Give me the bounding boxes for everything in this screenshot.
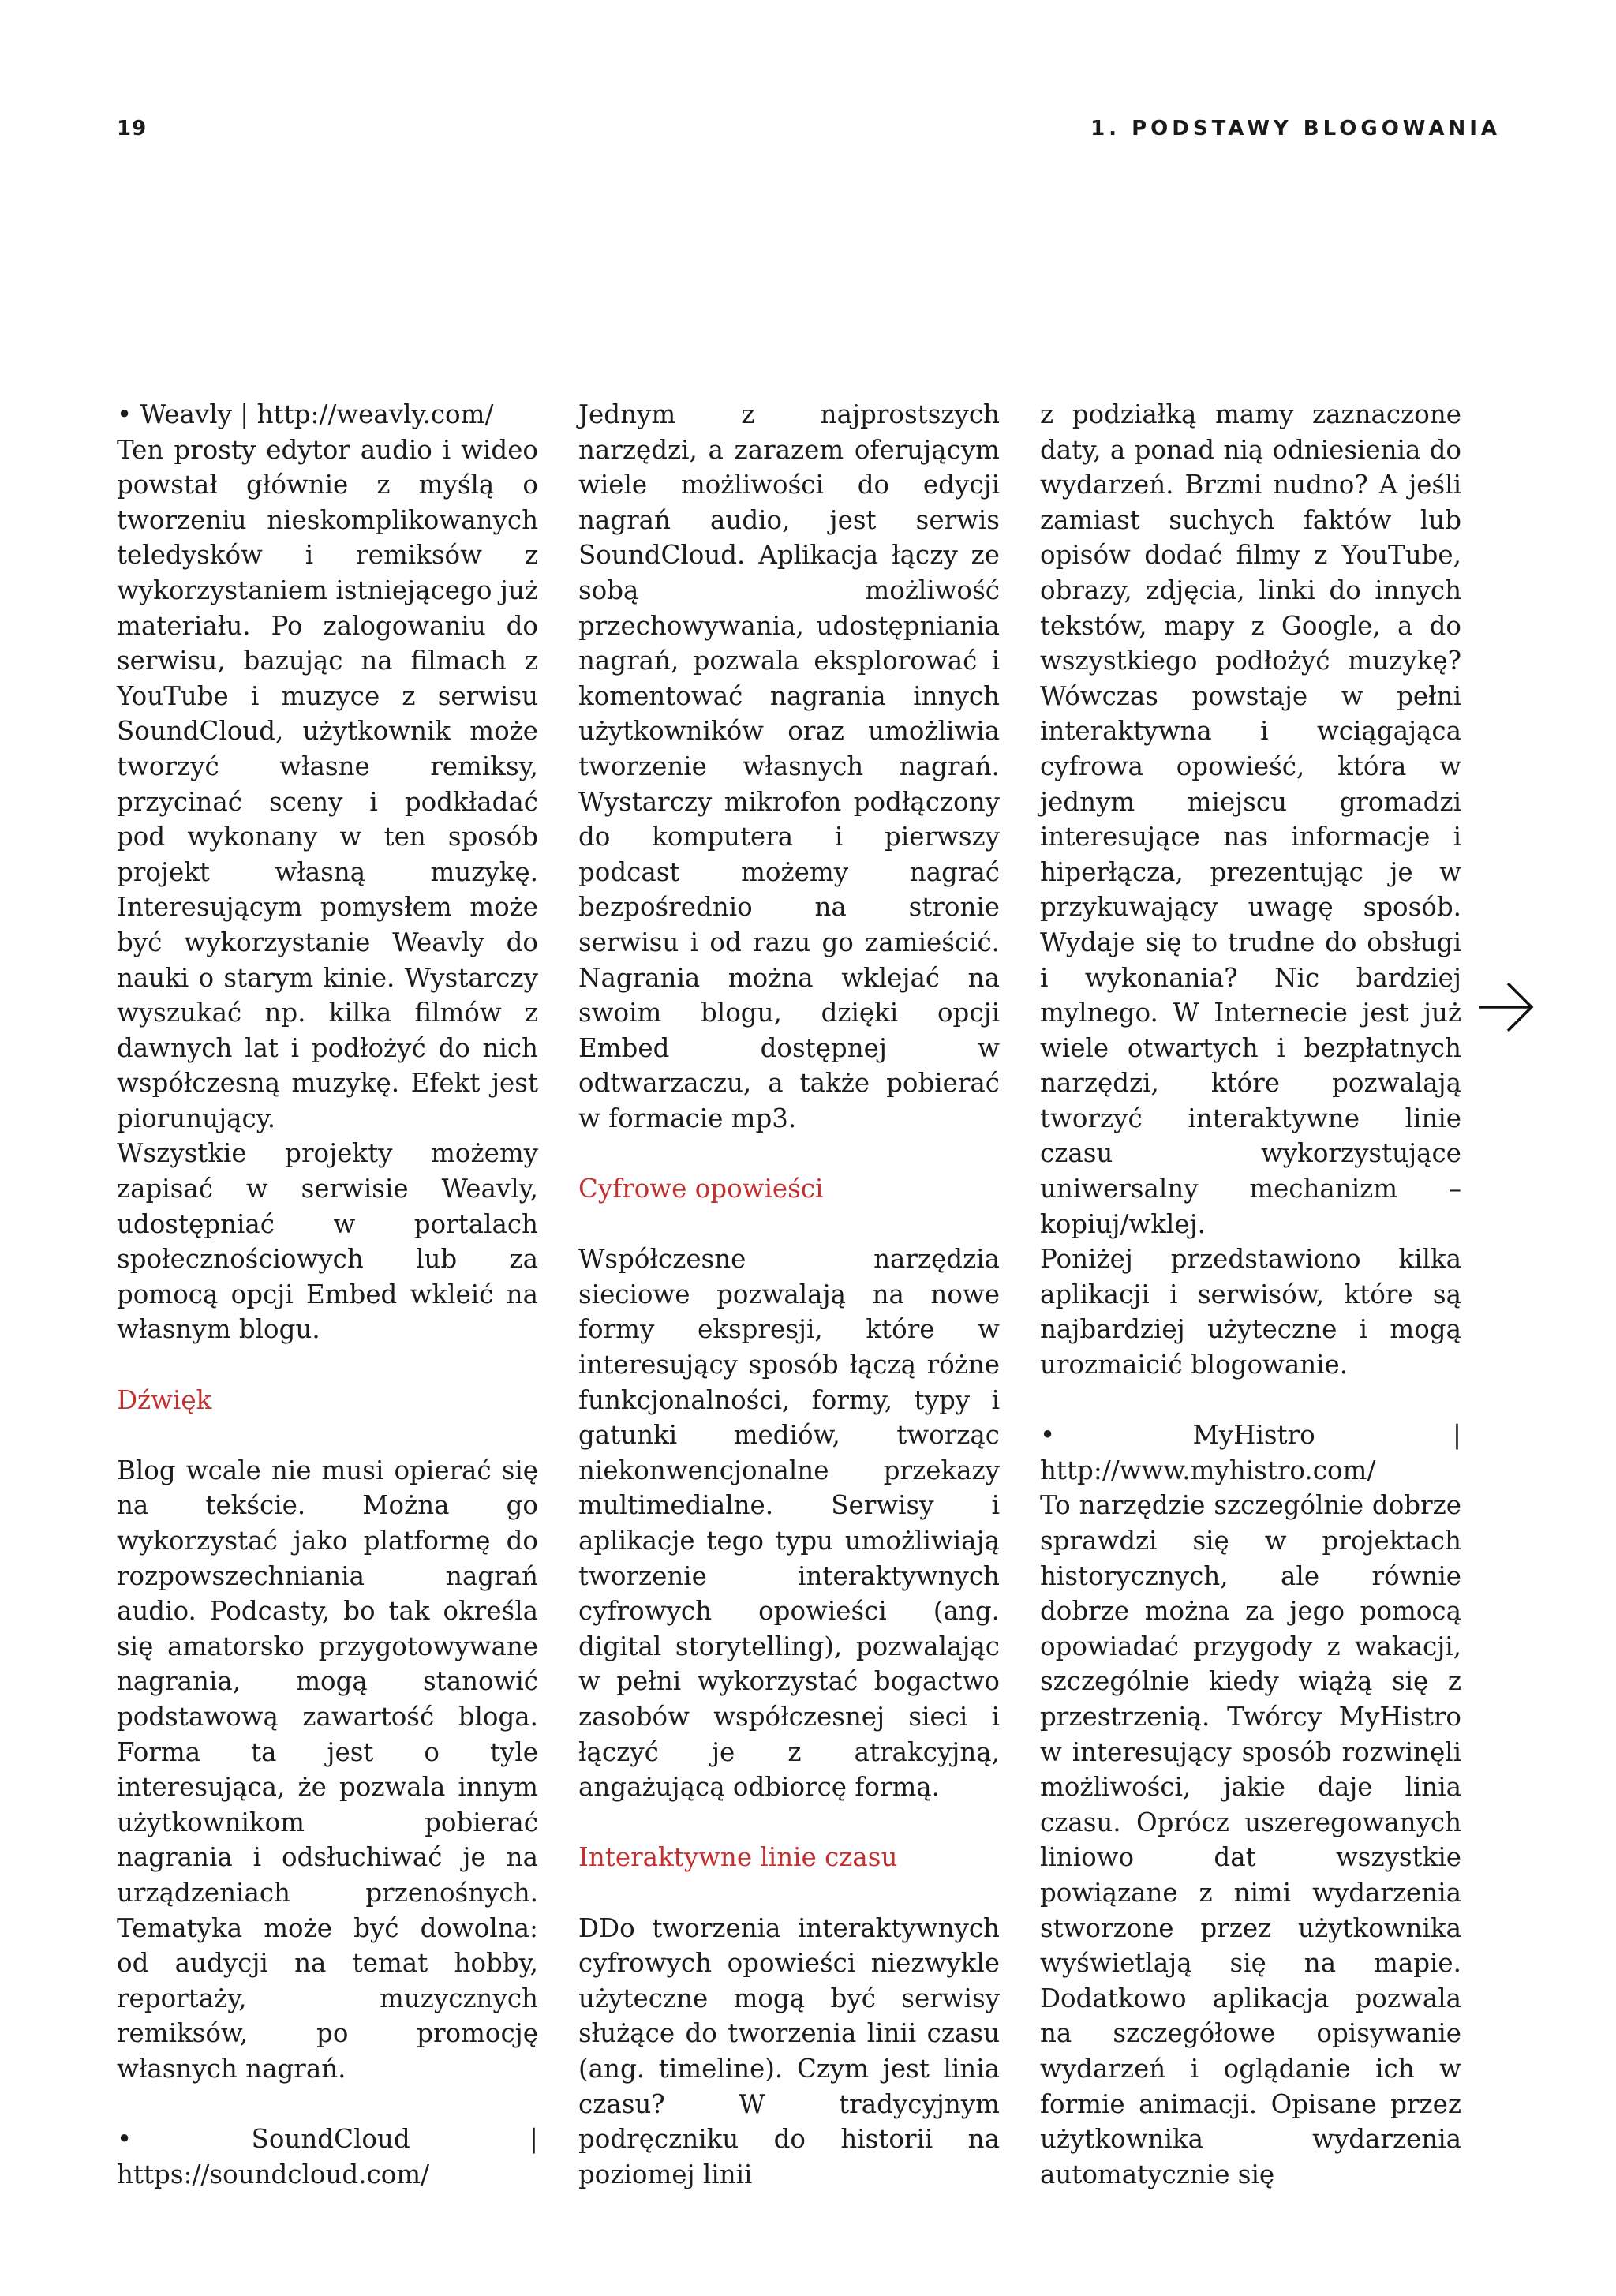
- chapter-title: 1. PODSTAWY BLOGOWANIA: [1090, 117, 1501, 140]
- text-column-3: [1040, 397, 1461, 2192]
- page-number: 19: [117, 117, 148, 140]
- text-column-1: [117, 397, 538, 2192]
- weavly-paragraph-2: Wszystkie projekty możemy zapisać w serwisie Weavly, udostępniać w portalach społecznościowych lub za pomocą opcji Embed wkleić na własnym blogu.: [117, 1138, 538, 1345]
- soundcloud-paragraph: Jednym z najprostszych narzędzi, a zarazem oferującym wiele możliwości do edycji nagrań audio, jest serwis SoundCloud. Aplikacja łączy ze sobą możliwość przechowywania, udostępniania nagrań, pozwala eksplorować i komentować nagrania innych użytkowników oraz umożliwia tworzenie własnych nagrań. Wystarczy mikrofon podłączony do komputera i pierwszy podcast możemy nagrać bezpośrednio na stronie serwisu i od razu go zamieścić. Nagrania można wklejać na swoim blogu, dzięki opcji Embed dostępnej w odtwarzaczu, a także pobierać w formacie mp3.: [578, 399, 1000, 1133]
- timelines-paragraph: DDo tworzenia interaktywnych cyfrowych opowieści niezwykle użyteczne mogą być serwisy służące do tworzenia linii czasu (ang. timeline). Czym jest linia czasu? W tradycyjnym podręczniku do historii na poziomej linii: [578, 1912, 1000, 2189]
- arrow-right-icon[interactable]: [1478, 979, 1535, 1036]
- running-header: [117, 117, 1501, 148]
- section-heading-timelines: Interaktywne linie czasu: [578, 1842, 898, 1873]
- weavly-bullet: • Weavly | http://weavly.com/: [117, 399, 494, 429]
- timelines-paragraph-2: Poniżej przedstawiono kilka aplikacji i serwisów, które są najbardziej użyteczne i mogą urozmaicić blogowanie.: [1040, 1244, 1461, 1380]
- text-column-2: [578, 397, 1000, 2192]
- sound-paragraph: Blog wcale nie musi opierać się na tekście. Można go wykorzystać jako platformę do rozpowszechniania nagrań audio. Podcasty, bo tak określa się amatorsko przygotowywane nagrania, mogą stanowić podstawową zawartość bloga. Forma ta jest o tyle interesująca, że pozwala innym użytkownikom pobierać nagrania i odsłuchiwać je na urządzeniach przenośnych. Tematyka może być dowolna: od audycji na temat hobby, reportaży, muzycznych remiksów, po promocję własnych nagrań.: [117, 1455, 538, 2084]
- section-heading-sound: Dźwięk: [117, 1384, 212, 1415]
- myhistro-paragraph: To narzędzie szczególnie dobrze sprawdzi się w projektach historycznych, ale równie dobrze można za jego pomocą opowiadać przygody z wakacji, szczególnie kiedy wiążą się z przestrzenią. Twórcy MyHistro w interesujący sposób rozwinęli możliwości, jakie daje linia czasu. Oprócz uszeregowanych liniowo dat wszystkie powiązane z nimi wydarzenia stworzone przez użytkownika wyświetlają się na mapie. Dodatkowo aplikacja pozwala na szczegółowe opisywanie wydarzeń i oglądanie ich w formie animacji. Opisane przez użytkownika wydarzenia automatycznie się: [1040, 1490, 1461, 2189]
- weavly-paragraph: Ten prosty edytor audio i wideo powstał głównie z myślą o tworzeniu nieskomplikowanych teledysków i remiksów z wykorzystaniem istniejącego już materiału. Po zalogowaniu do serwisu, bazując na filmach z YouTube i muzyce z serwisu SoundCloud, użytkownik może tworzyć własne remiksy, przycinać sceny i podkładać pod wykonany w ten sposób projekt własną muzykę. Interesującym pomysłem może być wykorzystanie Weavly do nauki o starym kinie. Wystarczy wyszukać np. kilka filmów z dawnych lat i podłożyć do nich współczesną muzykę. Efekt jest piorunujący.: [117, 434, 538, 1133]
- myhistro-bullet: • MyHistro | http://www.myhistro.com/: [1040, 1420, 1461, 1485]
- soundcloud-bullet: • SoundCloud | https://soundcloud.com/: [117, 2124, 538, 2189]
- digital-stories-paragraph: Współczesne narzędzia sieciowe pozwalają na nowe formy ekspresji, które w interesujący sposób łączą różne funkcjonalności, formy, typy i gatunki mediów, tworząc niekonwencjonalne przekazy multimedialne. Serwisy i aplikacje tego typu umożliwiają tworzenie interaktywnych cyfrowych opowieści (ang. digital storytelling), pozwalając w pełni wykorzystać bogactwo zasobów współczesnej sieci i łączyć je z atrakcyjną, angażującą odbiorcę formą.: [578, 1244, 1000, 1803]
- timelines-paragraph-continued: z podziałką mamy zaznaczone daty, a ponad nią odniesienia do wydarzeń. Brzmi nudno? A jeśli zamiast suchych faktów lub opisów dodać filmy z YouTube, obrazy, zdjęcia, linki do innych tekstów, mapy z Google, a do wszystkiego podłożyć muzykę? Wówczas powstaje w pełni interaktywna i wciągająca cyfrowa opowieść, która w jednym miejscu gromadzi interesujące nas informacje i hiperłącza, prezentując je w przykuwający uwagę sposób. Wydaje się to trudne do obsługi i wykonania? Nic bardziej mylnego. W Internecie jest już wiele otwartych i bezpłatnych narzędzi, które pozwalają tworzyć interaktywne linie czasu wykorzystujące uniwersalny mechanizm – kopiuj/wklej.: [1040, 399, 1461, 1239]
- section-heading-digital-stories: Cyfrowe opowieści: [578, 1174, 824, 1204]
